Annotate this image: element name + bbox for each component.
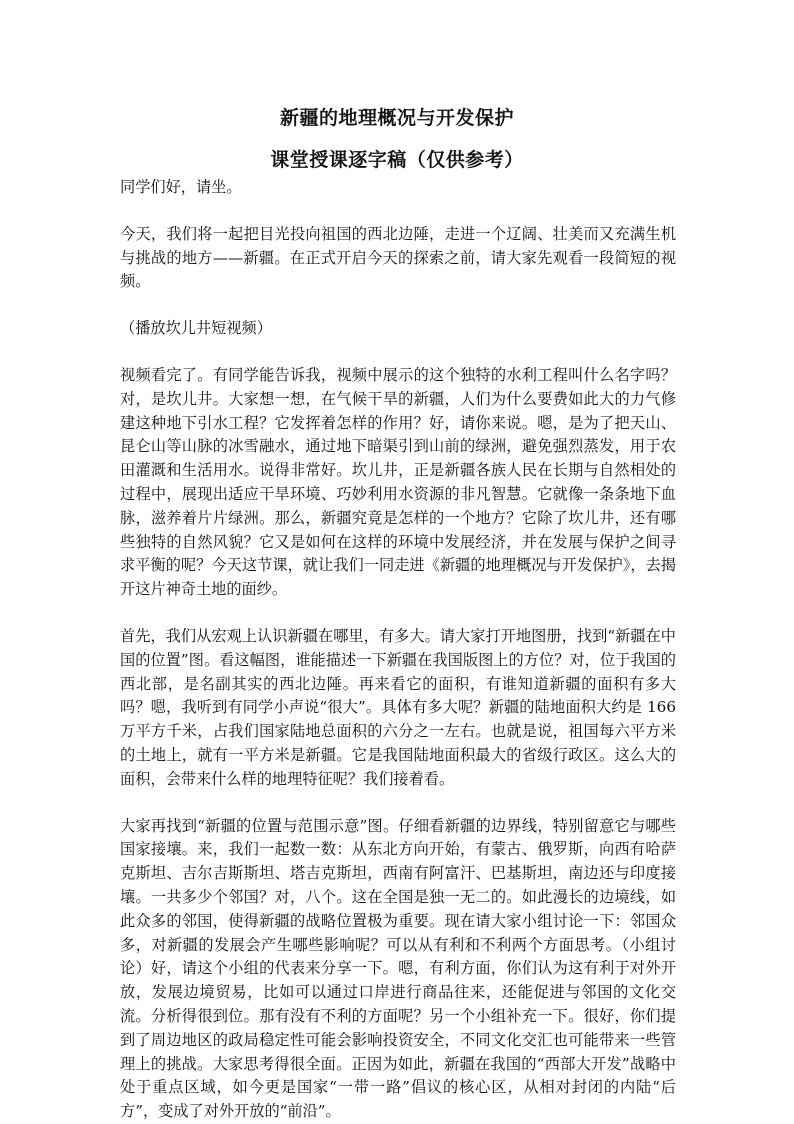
document-body [120, 176, 676, 1124]
paragraph-greeting: 同学们好，请坐。 [120, 178, 242, 196]
paragraph-karez: 视频看完了。有同学能告诉我，视频中展示的这个独特的水利工程叫什么名字吗？对，是坎儿井。大家想一想，在气候干旱的新疆，人们为什么要费如此大的力气修建这种地下引水工程？它发挥着怎样的作用？好，请你来说。嗯，是为了把天山、昆仑山等山脉的冰雪融水，通过地下暗渠引到山前的绿洲，避免强烈蒸发，用于农田灌溉和生活用水。说得非常好。坎儿井，正是新疆各族人民在长期与自然相处的过程中，展现出适应干旱环境、巧妙利用水资源的非凡智慧。它就像一条条地下血脉，滋养着片片绿洲。那么，新疆究竟是怎样的一个地方？它除了坎儿井，还有哪些独特的自然风貌？它又是如何在这样的环境中发展经济，并在发展与保护之间寻求平衡的呢？今天这节课，就让我们一同走进《新疆的地理概况与开发保护》，去揭开这片神奇土地的面纱。 [120, 365, 676, 599]
document-title: 新疆的地理概况与开发保护 [279, 107, 514, 129]
paragraph-neighbors: 大家再找到“新疆的位置与范围示意”图。仔细看新疆的边界线，特别留意它与哪些国家接壤。来，我们一起数一数：从东北方向开始，有蒙古、俄罗斯，向西有哈萨克斯坦、吉尔吉斯斯坦、塔吉克斯坦，西南有阿富汗、巴基斯坦，南边还与印度接壤。一共多少个邻国？对，八个。这在全国是独一无二的。如此漫长的边境线，如此众多的邻国，使得新疆的战略位置极为重要。现在请大家小组讨论一下：邻国众多，对新疆的发展会产生哪些影响呢？可以从有利和不利两个方面思考。（小组讨论）好，请这个小组的代表来分享一下。嗯，有利方面，你们认为这有利于对外开放，发展边境贸易，比如可以通过口岸进行商品往来，还能促进与邻国的文化交流。分析得很到位。那有没有不利的方面呢？另一个小组补充一下。很好，你们提到了周边地区的政局稳定性可能会影响投资安全，不同文化交汇也可能带来一些管理上的挑战。大家思考得很全面。正因为如此，新疆在我国的“西部大开发”战略中处于重点区域，如今更是国家“一带一路”倡议的核心区，从相对封闭的内陆“后方”，变成了对外开放的“前沿”。 [120, 816, 676, 1121]
document-subtitle: 课堂授课逐字稿（仅供参考） [270, 149, 524, 171]
paragraph-video-note: （播放坎儿井短视频） [120, 319, 272, 338]
paragraph-location-area: 首先，我们从宏观上认识新疆在哪里，有多大。请大家打开地图册，找到“新疆在中国的位置”图。看这幅图，谁能描述一下新疆在我国版图上的方位？对，位于我国的西北部，是名副其实的西北边陲。再来看它的面积，有谁知道新疆的面积有多大吗？嗯，我听到有同学小声说“很大”。具体有多大呢？新疆的陆地面积大约是 166 万平方千米，占我们国家陆地总面积的六分之一左右。也就是说，祖国每六平方米的土地上，就有一平方米是新疆。它是我国陆地面积最大的省级行政区。这么大的面积，会带来什么样的地理特征呢？我们接着看。 [120, 626, 676, 788]
paragraph-introduction: 今天，我们将一起把目光投向祖国的西北边陲，走进一个辽阔、壮美而又充满生机与挑战的地方——新疆。在正式开启今天的探索之前，请大家先观看一段简短的视频。 [120, 224, 676, 291]
